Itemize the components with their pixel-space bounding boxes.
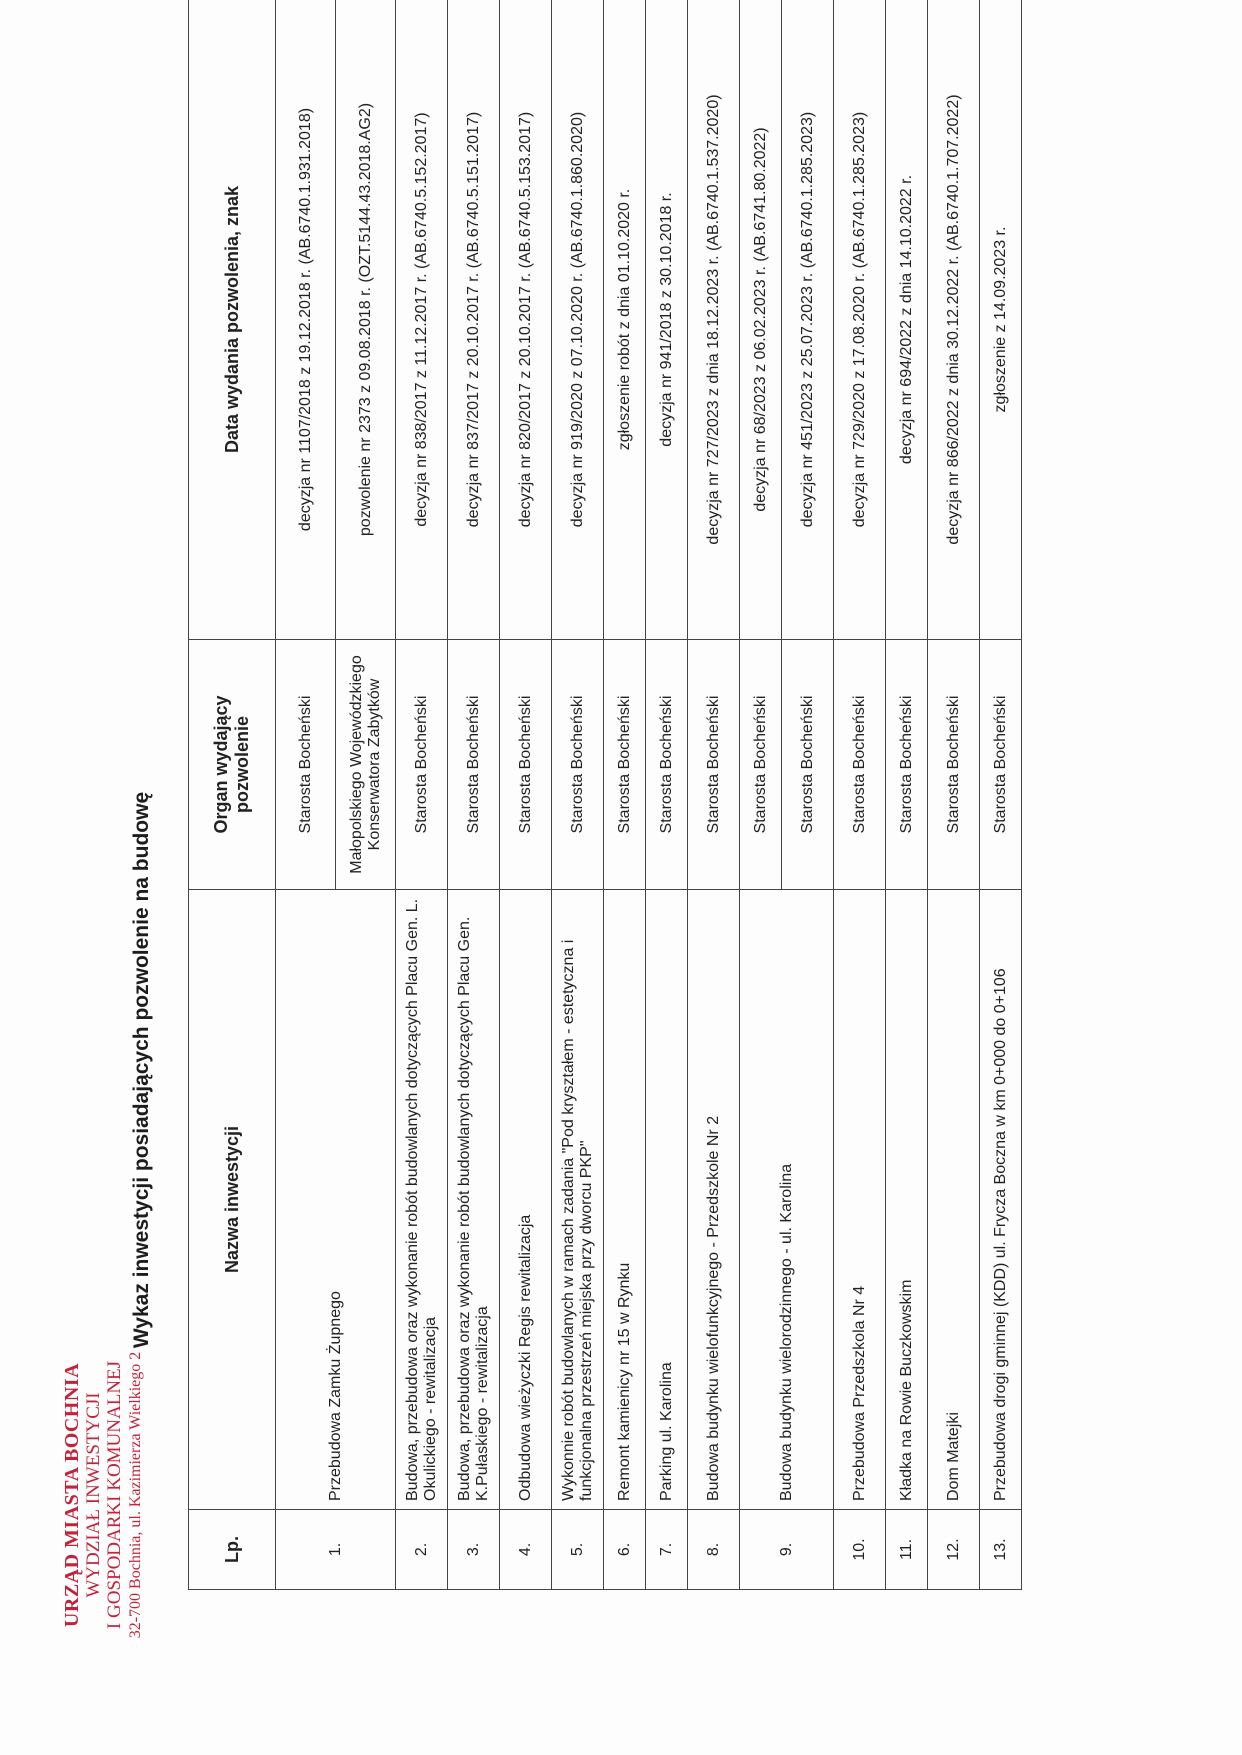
table-row bbox=[500, 0, 552, 1590]
cell-org: Starosta Bocheński bbox=[276, 640, 336, 890]
cell-name: Budowa budynku wielofunkcyjnego - Przedszkole Nr 2 bbox=[688, 890, 740, 1510]
cell-org: Starosta Bocheński bbox=[740, 640, 782, 890]
header-name: Nazwa inwestycji bbox=[189, 890, 276, 1510]
cell-permit: decyzja nr 1107/2018 z 19.12.2018 r. (AB.6740.1.931.2018) bbox=[276, 0, 336, 640]
cell-lp: 13. bbox=[980, 1510, 1022, 1590]
table-row bbox=[980, 0, 1022, 1590]
cell-permit: decyzja nr 727/2023 z dnia 18.12.2023 r. (AB.6740.1.537.2020) bbox=[688, 0, 740, 640]
cell-permit: decyzja nr 941/2018 z 30.10.2018 r. bbox=[646, 0, 688, 640]
table-row bbox=[834, 0, 886, 1590]
cell-permit: decyzja nr 451/2023 z 25.07.2023 r. (AB.6740.1.285.2023) bbox=[782, 0, 834, 640]
cell-permit: decyzja nr 68/2023 z 06.02.2023 r. (AB.6741.80.2022) bbox=[740, 0, 782, 640]
cell-name: Przebudowa Zamku Żupnego bbox=[276, 890, 396, 1510]
cell-permit: zgłoszenie robót z dnia 01.10.2020 r. bbox=[604, 0, 646, 640]
table-row bbox=[448, 0, 500, 1590]
cell-lp: 3. bbox=[448, 1510, 500, 1590]
cell-name: Budowa, przebudowa oraz wykonanie robót budowlanych dotyczących Placu Gen. K.Pułaskiego - rewitalizacja bbox=[448, 890, 500, 1510]
table-row bbox=[552, 0, 604, 1590]
cell-org: Starosta Bocheński bbox=[646, 640, 688, 890]
cell-permit: decyzja nr 838/2017 z 11.12.2017 r. (AB.6740.5.152.2017) bbox=[396, 0, 448, 640]
cell-name: Budowa, przebudowa oraz wykonanie robót budowlanych dotyczących Placu Gen. L. Okulickiego - rewitalizacja bbox=[396, 890, 448, 1510]
cell-org: Starosta Bocheński bbox=[886, 640, 928, 890]
stamp-line-2: WYDZIAŁ INWESTYCJI bbox=[83, 1392, 104, 1598]
cell-lp: 11. bbox=[886, 1510, 928, 1590]
table-row bbox=[886, 0, 928, 1590]
cell-org: Małopolskiego Wojewódzkiego Konserwatora Zabytków bbox=[336, 640, 396, 890]
cell-permit: decyzja nr 820/2017 z 20.10.2017 r. (AB.6740.5.153.2017) bbox=[500, 0, 552, 640]
table-row bbox=[396, 0, 448, 1590]
header-org: Organ wydający pozwolenie bbox=[189, 640, 276, 890]
cell-name: Parking ul. Karolina bbox=[646, 890, 688, 1510]
cell-org: Starosta Bocheński bbox=[552, 640, 604, 890]
cell-lp: 12. bbox=[928, 1510, 980, 1590]
cell-lp: 2. bbox=[396, 1510, 448, 1590]
cell-org: Starosta Bocheński bbox=[928, 640, 980, 890]
table-row bbox=[928, 0, 980, 1590]
cell-lp: 9. bbox=[740, 1510, 834, 1590]
header-permit: Data wydania pozwolenia, znak bbox=[189, 0, 276, 640]
cell-permit: decyzja nr 729/2020 z 17.08.2020 r. (AB.6740.1.285.2023) bbox=[834, 0, 886, 640]
cell-permit: decyzja nr 866/2022 z dnia 30.12.2022 r. (AB.6740.1.707.2022) bbox=[928, 0, 980, 640]
cell-org: Starosta Bocheński bbox=[834, 640, 886, 890]
table-row bbox=[646, 0, 688, 1590]
cell-name: Przebudowa drogi gminnej (KDD) ul. Frycza Boczna w km 0+000 do 0+106 bbox=[980, 890, 1022, 1510]
stamp-line-1: URZĄD MIASTA BOCHNIA bbox=[61, 1362, 83, 1628]
cell-org: Starosta Bocheński bbox=[688, 640, 740, 890]
cell-org: Starosta Bocheński bbox=[500, 640, 552, 890]
table-row bbox=[604, 0, 646, 1590]
cell-org: Starosta Bocheński bbox=[980, 640, 1022, 890]
cell-permit: pozwolenie nr 2373 z 09.08.2018 r. (OZT.5144.43.2018.AG2) bbox=[336, 0, 396, 640]
cell-org: Starosta Bocheński bbox=[396, 640, 448, 890]
cell-name: Dom Matejki bbox=[928, 890, 980, 1510]
table-row bbox=[688, 0, 740, 1590]
cell-lp: 1. bbox=[276, 1510, 396, 1590]
cell-name: Budowa budynku wielorodzinnego - ul. Karolina bbox=[740, 890, 834, 1510]
table-header-row bbox=[189, 0, 276, 1590]
table-row bbox=[740, 0, 782, 1590]
cell-name: Wykonnie robót budowlanych w ramach zadania "Pod kryształem - estetyczna i funkcjonalna przestrzeń miejska przy dworcu PKP" bbox=[552, 890, 604, 1510]
cell-permit: zgłoszenie z 14.09.2023 r. bbox=[980, 0, 1022, 640]
cell-org: Starosta Bocheński bbox=[448, 640, 500, 890]
cell-permit: decyzja nr 919/2020 z 07.10.2020 r. (AB.6740.1.860.2020) bbox=[552, 0, 604, 640]
cell-lp: 5. bbox=[552, 1510, 604, 1590]
cell-lp: 4. bbox=[500, 1510, 552, 1590]
cell-name: Odbudowa wieżyczki Regis rewitalizacja bbox=[500, 890, 552, 1510]
investments-table bbox=[188, 0, 1022, 1590]
cell-permit: decyzja nr 837/2017 z 20.10.2017 r. (AB.6740.5.151.2017) bbox=[448, 0, 500, 640]
cell-name: Remont kamienicy nr 15 w Rynku bbox=[604, 890, 646, 1510]
cell-name: Kładka na Rowie Buczkowskim bbox=[886, 890, 928, 1510]
cell-lp: 6. bbox=[604, 1510, 646, 1590]
cell-org: Starosta Bocheński bbox=[782, 640, 834, 890]
cell-org: Starosta Bocheński bbox=[604, 640, 646, 890]
cell-lp: 10. bbox=[834, 1510, 886, 1590]
cell-lp: 7. bbox=[646, 1510, 688, 1590]
stamp-line-3: I GOSPODARKI KOMUNALNEJ bbox=[104, 1360, 125, 1630]
stamp-line-4: 32-700 Bochnia, ul. Kazimierza Wielkiego 2 bbox=[127, 1351, 144, 1639]
document-title: Wykaz inwestycji posiadających pozwolenie na budowę bbox=[130, 791, 153, 1349]
cell-permit: decyzja nr 694/2022 z dnia 14.10.2022 r. bbox=[886, 0, 928, 640]
cell-lp: 8. bbox=[688, 1510, 740, 1590]
header-lp: Lp. bbox=[189, 1510, 276, 1590]
cell-name: Przebudowa Przedszkola Nr 4 bbox=[834, 890, 886, 1510]
table-row bbox=[276, 0, 336, 1590]
